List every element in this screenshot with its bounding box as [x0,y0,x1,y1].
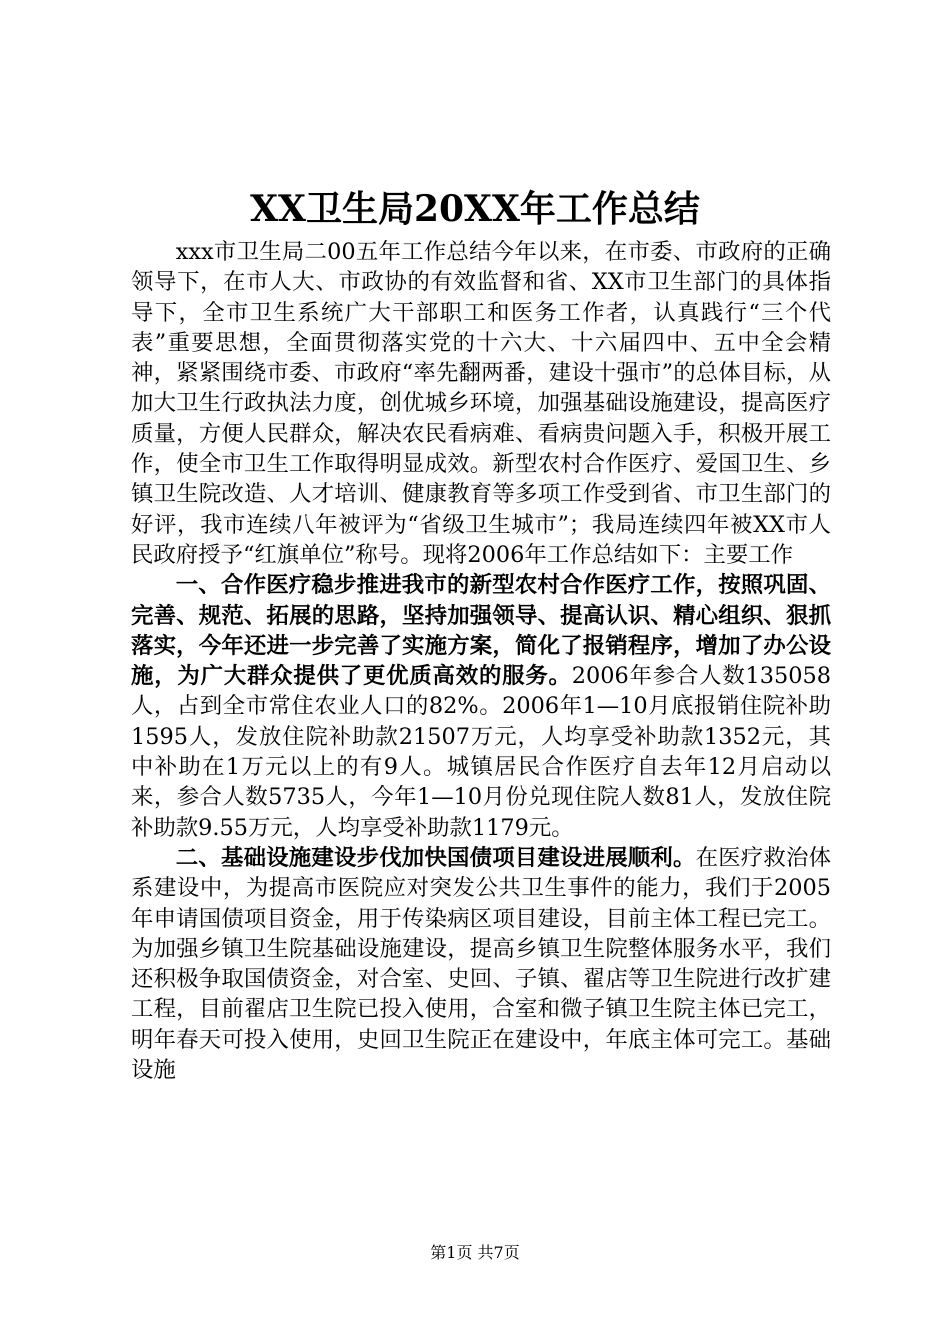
paragraph-text: 2006年参合人数135058人，占到全市常住农业人口的82%。2006年1—10月底报销住院补助1595人，发放住院补助款21507万元，人均享受补助款1352元，其中补助在1万元以上的有9人。城镇居民合作医疗自去年12月启动以来，参合人数5735人，今年1—10月份兑现住院人数81人，发放住院补助款9.55万元，人均享受补助款1179元。 [131,663,831,841]
paragraph-text: 在医疗救治体系建设中，为提高市医院应对突发公共卫生事件的能力，我们于2005年申请国债项目资金，用于传染病区项目建设，目前主体工程已完工。为加强乡镇卫生院基础设施建设，提高乡镇卫生院整体服务水平，我们还积极争取国债资金，对合室、史回、子镇、翟店等卫生院进行改扩建工程，目前翟店卫生院已投入使用，合室和微子镇卫生院主体已完工，明年春天可投入使用，史回卫生院正在建设中，年底主体可完工。基础设施 [131,844,832,1084]
paragraph-infrastructure [131,843,831,1085]
document-title: XX卫生局20XX年工作总结 [250,188,700,230]
paragraph-lead: 一、合作医疗稳步推进我市的新型农村合作医疗工作，按照巩固、完善、规范、拓展的思路，坚持加强领导、提高认识、精心组织、狠抓落实，今年还进一步完善了实施方案，简化了报销程序，增加了办公设施，为广大群众提供了更优质高效的服务。 [131,572,831,690]
document-body [131,237,831,1085]
paragraph-intro [131,237,831,570]
page-number-footer: 第1页 共7页 [430,1243,520,1262]
paragraph-cooperative-medical [131,570,831,843]
paragraph-lead: 二、基础设施建设步伐加快国债项目建设进展顺利。 [175,844,696,871]
paragraph-text: xxx市卫生局二00五年工作总结今年以来，在市委、市政府的正确领导下，在市人大、市政协的有效监督和省、XX市卫生部门的具体指导下，全市卫生系统广大干部职工和医务工作者，认真践行“三个代表”重要思想，全面贯彻落实党的十六大、十六届四中、五中全会精神，紧紧围绕市委、市政府“率先翻两番，建设十强市”的总体目标，从加大卫生行政执法力度，创优城乡环境，加强基础设施建设，提高医疗质量，方便人民群众，解决农民看病难、看病贵问题入手，积极开展工作，使全市卫生工作取得明显成效。新型农村合作医疗、爱国卫生、乡镇卫生院改造、人才培训、健康教育等多项工作受到省、市卫生部门的好评，我市连续八年被评为“省级卫生城市”；我局连续四年被XX市人民政府授予“红旗单位”称号。现将2006年工作总结如下：主要工作 [131,239,831,568]
